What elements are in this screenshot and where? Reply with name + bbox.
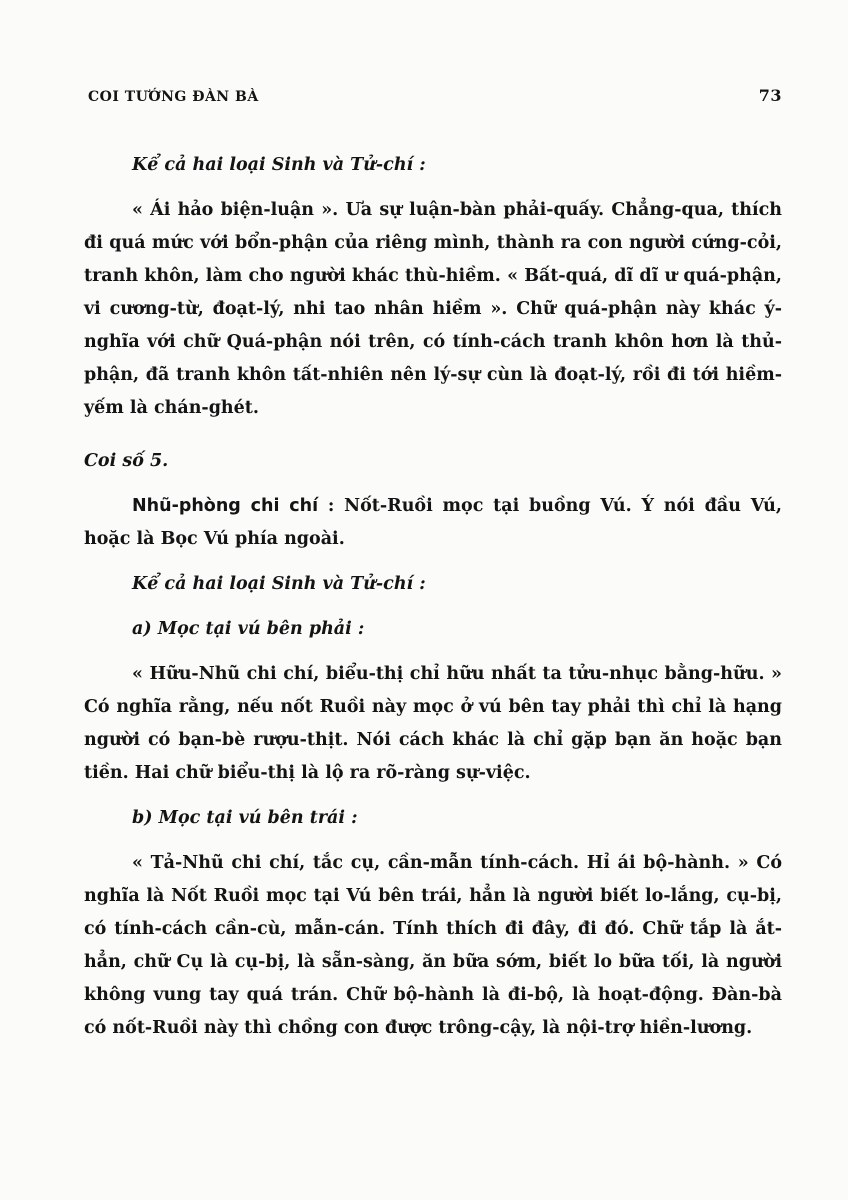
paragraph-5: Kể cả hai loại Sinh và Tử-chí :: [132, 574, 426, 594]
paragraph-4-lead: Nhũ-phòng chi chí: [132, 496, 319, 516]
paragraph-7: « Hữu-Nhũ chi chí, biểu-thị chỉ hữu nhất ta tửu-nhục bằng-hữu. » Có nghĩa rằng, nếu nốt Ruồi này mọc ở vú bên tay phải thì chỉ là hạng người có bạn-bè rượu-thịt. Nói cách khác là chỉ gặp bạn ăn hoặc bạn tiền. Hai chữ biểu-thị là lộ ra rõ-ràng sự-việc.: [84, 664, 782, 783]
page-number: 73: [758, 86, 782, 105]
paragraph-3-heading: Coi số 5.: [84, 451, 169, 471]
paragraph-2: « Ái hảo biện-luận ». Ưa sự luận-bàn phải-quấy. Chẳng-qua, thích đi quá mức với bổn-phận của riêng mình, thành ra con người cứng-cỏi, tranh khôn, làm cho người khác thù-hiềm. « Bất-quá, dĩ dĩ ư quá-phận, vi cương-từ, đoạt-lý, nhi tao nhân hiềm ». Chữ quá-phận này khác ý-nghĩa với chữ Quá-phận nói trên, có tính-cách tranh khôn hơn là thủ-phận, đã tranh khôn tất-nhiên nên lý-sự cùn là đoạt-lý, rồi đi tới hiềm-yếm là chán-ghét.: [84, 200, 782, 418]
paragraph-1: Kể cả hai loại Sinh và Tử-chí :: [132, 155, 426, 175]
running-title: COI TƯỚNG ĐÀN BÀ: [88, 89, 259, 105]
paragraph-8: b) Mọc tại vú bên trái :: [132, 808, 358, 828]
paragraph-9: « Tả-Nhũ chi chí, tắc cụ, cần-mẫn tính-cách. Hỉ ái bộ-hành. » Có nghĩa là Nốt Ruồi mọc tại Vú bên trái, hẳn là người biết lo-lắng, cụ-bị, có tính-cách cần-cù, mẫn-cán. Tính thích đi đây, đi đó. Chữ tắp là ắt-hẳn, chữ Cụ là cụ-bị, là sẵn-sàng, ăn bữa sớm, biết lo bữa tối, là người không vung tay quá trán. Chữ bộ-hành là đi-bộ, là hoạt-động. Đàn-bà có nốt-Ruồi này thì chồng con được trông-cậy, là nội-trợ hiền-lương.: [84, 853, 782, 1038]
paragraph-4: [84, 490, 782, 556]
paragraph-6: a) Mọc tại vú bên phải :: [132, 619, 365, 639]
paragraph-4-rest: : Nốt-Ruồi mọc tại buồng Vú. Ý nói đầu Vú, hoặc là Bọc Vú phía ngoài.: [84, 496, 782, 549]
running-head: [84, 86, 782, 105]
